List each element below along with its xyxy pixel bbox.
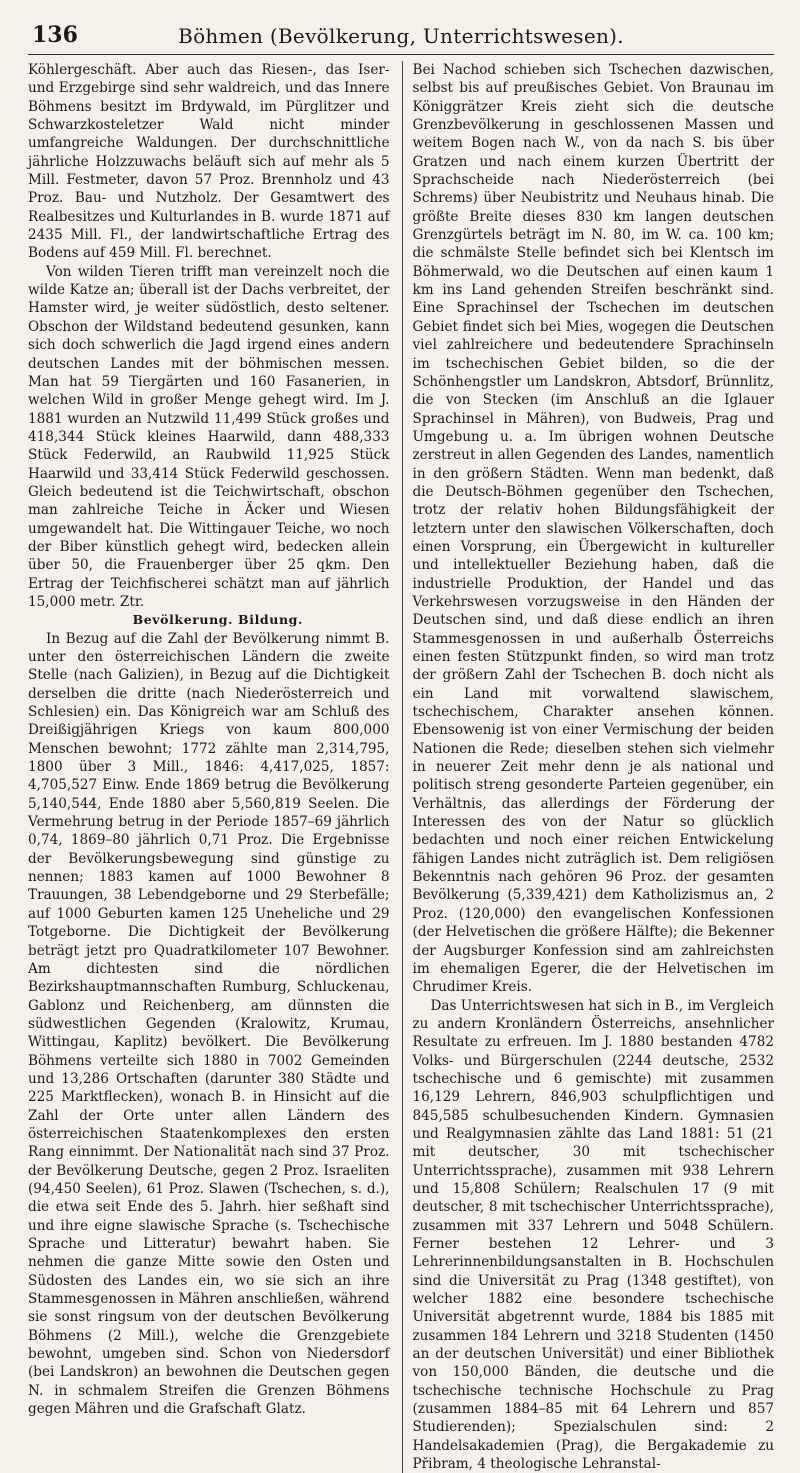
paragraph: Von wilden Tieren trifft man vereinzelt noch die wilde Katze an; überall ist der Dachs verbreitet, der Hamster wird, je weiter südöstlich, desto seltener. Obschon der Wildstand bedeutend gesunken, kann sich doch schwerlich die Jagd irgend eines andern deutschen Landes mit der böhmischen messen. Man hat 59 Tiergärten und 160 Fasanerien, in welchen Wild in großer Menge gehegt wird. Im J. 1881 wurden an Nutzwild 11,499 Stück großes und 418,344 Stück kleines Haarwild, dann 488,333 Stück Federwild, an Raubwild 11,925 Stück Haarwild und 33,414 Stück Federwild geschossen. Gleich bedeutend ist die Teichwirtschaft, obschon man zahlreiche Teiche in Äcker und Wiesen umgewandelt hat. Die Wittingauer Teiche, wo noch der Biber künstlich gehegt wird, bedecken allein über 50, die Frauenberger über 25 qkm. Den Ertrag der Teichfischerei schätzt man auf jährlich 15,000 metr. Ztr. [28, 263, 390, 610]
paragraph: Das Unterrichtswesen hat sich in B., im Vergleich zu andern Kronländern Österreichs, ansehnlicher Resultate zu erfreuen. Im J. 1880 bestanden 4782 Volks- und Bürgerschulen (2244 deutsche, 2532 tschechische und 6 gemischte) mit zusammen 16,129 Lehrern, 846,903 schulpflichtigen und 845,585 schulbesuchenden Kindern. Gymnasien und Realgymnasien zählte das Land 1881: 51 (21 mit deutscher, 30 mit tschechischer Unterrichtssprache), zusammen mit 938 Lehrern und 15,808 Schülern; Realschulen 17 (9 mit deutscher, 8 mit tschechischer Unterrichtssprache), zusammen mit 337 Lehrern und 5048 Schülern. Ferner bestehen 12 Lehrer- und 3 Lehrerinnenbildungsanstalten in B. Hochschulen sind die Universität zu Prag (1348 gestiftet), von welcher 1882 eine besondere tschechische Universität abgetrennt wurde, 1884 bis 1885 mit zusammen 184 Lehrern und 3218 Studenten (1450 an der deutschen Universität) und einer Bibliothek von 150,000 Bänden, die deutsche und die tschechische technische Hochschule zu Prag (zusammen 1884–85 mit 64 Lehrern und 857 Studierenden); Spezialschulen sind: 2 Handelsakademien (Prag), die Bergakademie zu Přibram, 4 theologische Lehranstal- [412, 997, 774, 1473]
text-columns [28, 61, 774, 1473]
paragraph: Bei Nachod schieben sich Tschechen dazwischen, selbst bis auf preußisches Gebiet. Von Braunau im Königgrätzer Kreis zieht sich die deutsche Grenzbevölkerung in geschlossenen Massen und weitem Bogen nach W., von da nach S. bis über Gratzen und nach einem kurzen Übertritt der Sprachscheide nach Niederösterreich (bei Schrems) über Neubistritz und Neuhaus hinab. Die größte Breite dieses 830 km langen deutschen Grenzgürtels beträgt im N. 80, im W. ca. 100 km; die schmälste Stelle befindet sich bei Klentsch im Böhmerwald, wo die Deutschen auf einen kaum 1 km ins Land gehenden Streifen beschränkt sind. Eine Sprachinsel der Tschechen im deutschen Gebiet findet sich bei Mies, wogegen die Deutschen viel zahlreichere und bedeutendere Sprachinseln im tschechischen Gebiet bilden, so die der Schönhengstler um Landskron, Abtsdorf, Brünnlitz, die von Stecken (im Anschluß an die Iglauer Sprachinsel in Mähren), von Budweis, Prag und Umgebung u. a. Im übrigen wohnen Deutsche zerstreut in allen Gegenden des Landes, namentlich in den größern Städten. Wenn man bedenkt, daß die Deutsch-Böhmen gegenüber den Tschechen, trotz der relativ hohen Bildungsfähigkeit der letztern unter den slawischen Völkerschaften, doch einen Vorsprung, ein Übergewicht in kultureller und intellektueller Beziehung haben, daß die industrielle Produktion, der Handel und das Verkehrswesen vorzugsweise in den Händen der Deutschen sind, und daß diese endlich an ihren Stammesgenossen in und außerhalb Österreichs einen festen Stützpunkt finden, so wird man trotz der größern Zahl der Tschechen B. doch nicht als ein Land mit vorwaltend slawischem, tschechischem, Charakter ansehen können. Ebensowenig ist von einer Vermischung der beiden Nationen die Rede; dieselben stehen sich vielmehr in neuerer Zeit mehr denn je als national und politisch streng gesonderte Parteien gegenüber, ein Verhältnis, das allerdings der Förderung der Interessen des von der Natur so glücklich bedachten und noch einer reichen Entwickelung fähigen Landes nicht zuträglich ist. Dem religiösen Bekenntnis nach gehören 96 Proz. der gesamten Bevölkerung (5,339,421) dem Katholizismus an, 2 Proz. (120,000) den evangelischen Konfessionen (der Helvetischen die größere Hälfte); die Bekenner der Augsburger Konfession sind am zahlreichsten im ehemaligen Egerer, die der Helvetischen im Chrudimer Kreis. [412, 62, 774, 996]
right-column [402, 61, 775, 1473]
page-number: 136 [32, 22, 78, 48]
page-header [28, 20, 774, 55]
paragraph: Köhlergeschäft. Aber auch das Riesen-, das Iser- und Erzgebirge sind sehr waldreich, und das Innere Böhmens besitzt im Brdywald, im Pürglitzer und Schwarzkosteletzer Wald nicht minder umfangreiche Waldungen. Der durchschnittliche jährliche Holzzuwachs beläuft sich auf mehr als 5 Mill. Festmeter, davon 57 Proz. Brennholz und 43 Proz. Bau- und Nutzholz. Der Gesamtwert des Realbesitzes und Kulturlandes in B. wurde 1871 auf 2435 Mill. Fl., der landwirtschaftliche Ertrag des Bodens auf 459 Mill. Fl. berechnet. [28, 62, 390, 262]
paragraph: In Bezug auf die Zahl der Bevölkerung nimmt B. unter den österreichischen Ländern die zweite Stelle (nach Galizien), in Bezug auf die Dichtigkeit derselben die dritte (nach Niederösterreich und Schlesien) ein. Das Königreich war am Schluß des Dreißigjährigen Kriegs von kaum 800,000 Menschen bewohnt; 1772 zählte man 2,314,795, 1800 über 3 Mill., 1846: 4,417,025, 1857: 4,705,527 Einw. Ende 1869 betrug die Bevölkerung 5,140,544, Ende 1880 aber 5,560,819 Seelen. Die Vermehrung betrug in der Periode 1857–69 jährlich 0,74, 1869–80 jährlich 0,71 Proz. Die Ergebnisse der Bevölkerungsbewegung sind günstige zu nennen; 1883 kamen auf 1000 Bewohner 8 Trauungen, 38 Lebendgeborne und 29 Sterbefälle; auf 1000 Geburten kamen 125 Uneheliche und 29 Totgeborne. Die Dichtigkeit der Bevölkerung beträgt jetzt pro Quadratkilometer 107 Bewohner. Am dichtesten sind die nördlichen Bezirkshauptmannschaften Rumburg, Schluckenau, Gablonz und Reichenberg, am dünnsten die südwestlichen Gegenden (Kralowitz, Krumau, Wittingau, Kaplitz) bevölkert. Die Bevölkerung Böhmens verteilte sich 1880 in 7002 Gemeinden und 13,286 Ortschaften (darunter 380 Städte und 225 Marktflecken), wonach B. in Hinsicht auf die Zahl der Orte unter allen Ländern des österreichischen Staatenkomplexes den ersten Rang einnimmt. Der Nationalität nach sind 37 Proz. der Bevölkerung Deutsche, gegen 2 Proz. Israeliten (94,450 Seelen), 61 Proz. Slawen (Tschechen, s. d.), die etwa seit Ende des 5. Jahrh. hier seßhaft sind und ihre eigne slawische Sprache (s. Tschechische Sprache und Litteratur) bewahrt haben. Sie nehmen die ganze Mitte sowie den Osten und Südosten des Landes ein, wo sie sich an ihre Stammesgenossen in Mähren anschließen, während sie sonst ringsum von der deutschen Bevölkerung Böhmens (2 Mill.), welche die Grenzgebiete bewohnt, umgeben sind. Schon von Niedersdorf (bei Landskron) an bewohnen die Deutschen gegen N. in schmalem Streifen die Grenzen Böhmens gegen Mähren und die Grafschaft Glatz. [28, 630, 390, 1418]
left-column [28, 61, 402, 1473]
section-title: Bevölkerung. Bildung. [132, 612, 303, 628]
running-head: Böhmen (Bevölkerung, Unterrichtswesen). [178, 24, 624, 48]
